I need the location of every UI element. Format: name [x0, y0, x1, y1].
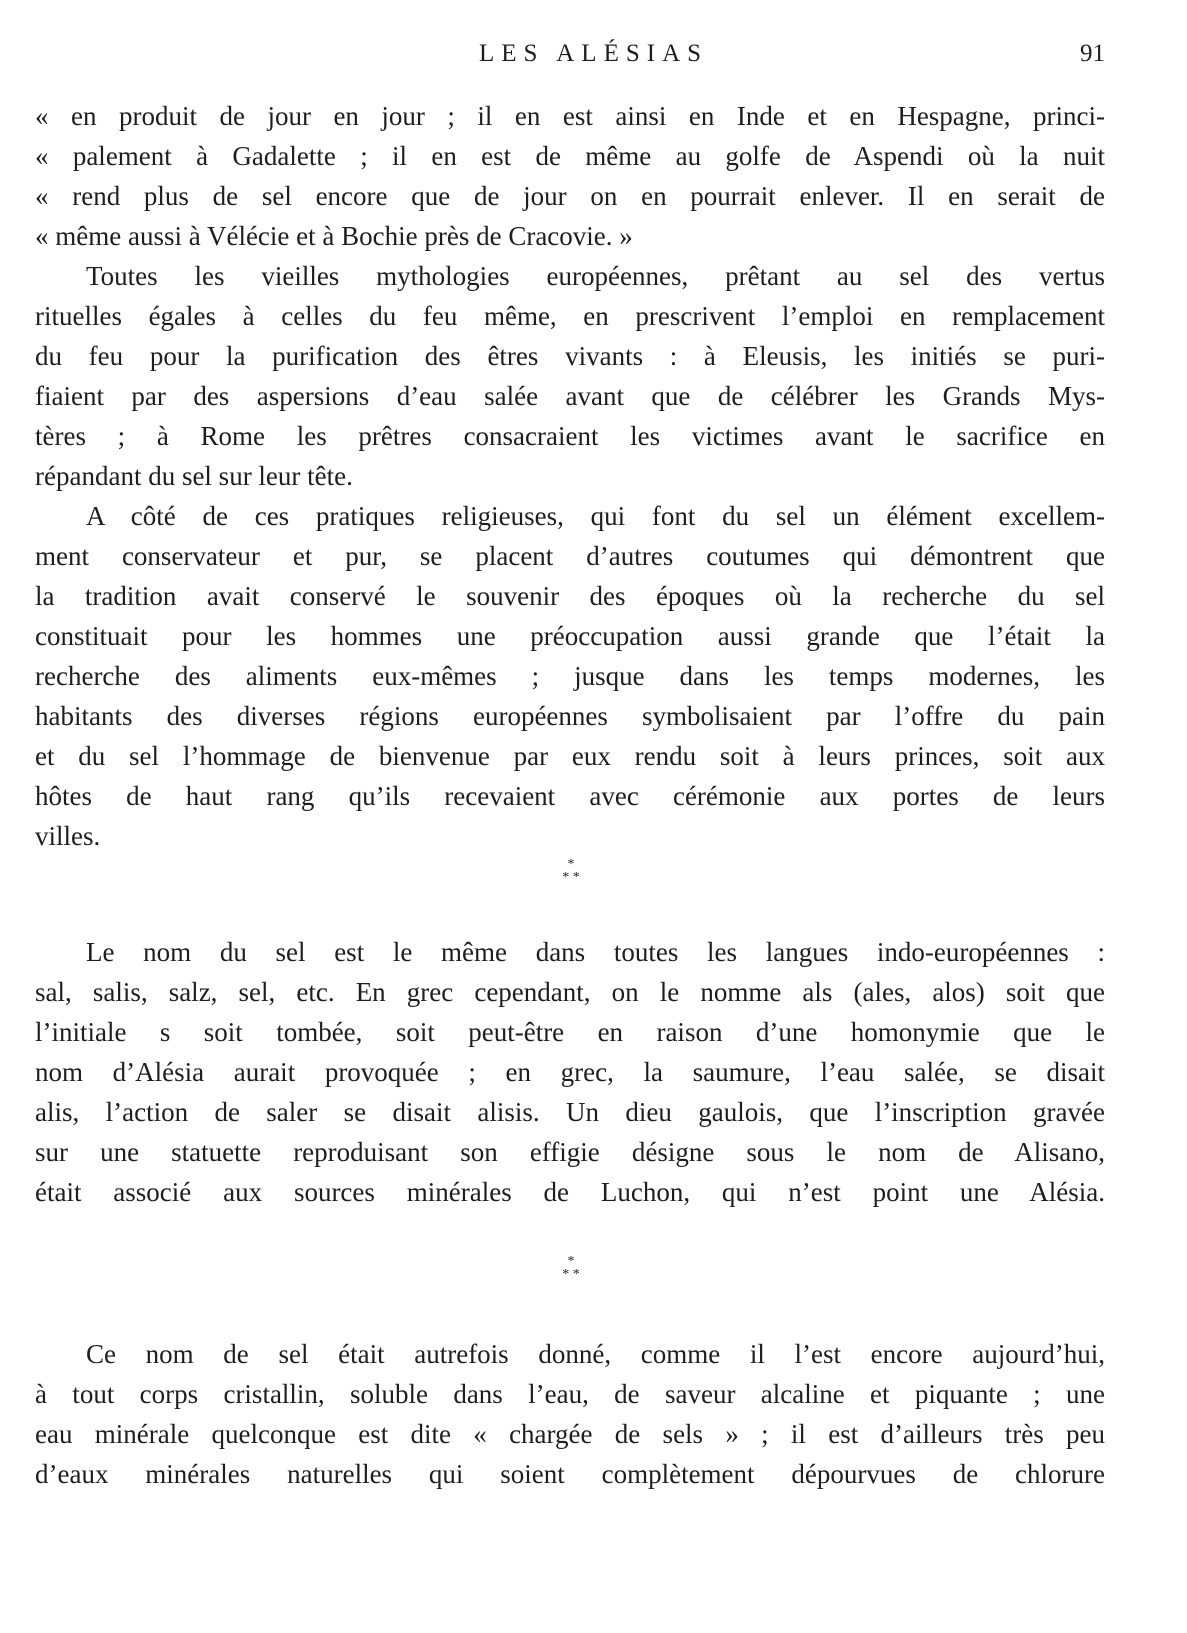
text-line: habitants des diverses régions européennes symbolisaient par l’offre du pain — [35, 701, 1105, 731]
text-line: rituelles égales à celles du feu même, en prescrivent l’emploi en remplacement — [35, 301, 1105, 331]
text-line: A côté de ces pratiques religieuses, qui font du sel un élément excellem- — [86, 501, 1105, 531]
text-line: hôtes de haut rang qu’ils recevaient avec cérémonie aux portes de leurs — [35, 781, 1105, 811]
text-line: Ce nom de sel était autrefois donné, comme il l’est encore aujourd’hui, — [86, 1339, 1105, 1369]
text-line: répandant du sel sur leur tête. — [35, 461, 353, 491]
text-line: d’eaux minérales naturelles qui soient complètement dépourvues de chlorure — [35, 1459, 1105, 1489]
text-line: était associé aux sources minérales de Luchon, qui n’est point une Alésia. — [35, 1177, 1105, 1207]
running-title: LES ALÉSIAS — [478, 40, 709, 67]
text-line: sur une statuette reproduisant son effigie désigne sous le nom de Alisano, — [35, 1137, 1105, 1167]
text-line: Le nom du sel est le même dans toutes les langues indo-européennes : — [86, 937, 1105, 967]
text-line: à tout corps cristallin, soluble dans l’eau, de saveur alcaline et piquante ; une — [35, 1379, 1105, 1409]
section-asterism: * * * — [562, 857, 580, 885]
text-line: ment conservateur et pur, se placent d’autres coutumes qui démontrent que — [35, 541, 1105, 571]
text-line: « en produit de jour en jour ; il en est ainsi en Inde et en Hespagne, princi- — [35, 101, 1105, 131]
text-line: « rend plus de sel encore que de jour on en pourrait enlever. Il en serait de — [35, 181, 1105, 211]
text-line: nom d’Alésia aurait provoquée ; en grec, la saumure, l’eau salée, se disait — [35, 1057, 1105, 1087]
text-line: et du sel l’hommage de bienvenue par eux rendu soit à leurs princes, soit aux — [35, 741, 1105, 771]
text-line: eau minérale quelconque est dite « chargée de sels » ; il est d’ailleurs très peu — [35, 1419, 1105, 1449]
text-line: recherche des aliments eux-mêmes ; jusque dans les temps modernes, les — [35, 661, 1105, 691]
text-line: villes. — [35, 821, 101, 851]
text-line: fiaient par des aspersions d’eau salée avant que de célébrer les Grands Mys- — [35, 381, 1105, 411]
text-line: sal, salis, salz, sel, etc. En grec cependant, on le nomme als (ales, alos) soit que — [35, 977, 1105, 1007]
text-line: « palement à Gadalette ; il en est de même au golfe de Aspendi où la nuit — [35, 141, 1105, 171]
text-line: « même aussi à Vélécie et à Bochie près de Cracovie. » — [35, 221, 633, 251]
text-line: du feu pour la purification des êtres vivants : à Eleusis, les initiés se puri- — [35, 341, 1105, 371]
text-line: constituait pour les hommes une préoccupation aussi grande que l’était la — [35, 621, 1105, 651]
text-line: la tradition avait conservé le souvenir des époques où la recherche du sel — [35, 581, 1105, 611]
page-number: 91 — [1080, 40, 1105, 67]
text-line: l’initiale s soit tombée, soit peut-être en raison d’une homonymie que le — [35, 1017, 1105, 1047]
text-line: Toutes les vieilles mythologies européennes, prêtant au sel des vertus — [86, 261, 1105, 291]
section-asterism: * * * — [562, 1254, 580, 1282]
text-line: tères ; à Rome les prêtres consacraient les victimes avant le sacrifice en — [35, 421, 1105, 451]
text-line: alis, l’action de saler se disait alisis. Un dieu gaulois, que l’inscription gravée — [35, 1097, 1105, 1127]
